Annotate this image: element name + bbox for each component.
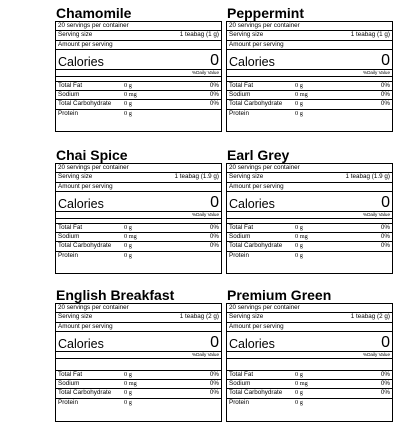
- nutrient-name: Total Carbohydrate: [58, 242, 112, 250]
- calories-value: 0: [210, 333, 219, 351]
- calories-value: 0: [210, 193, 219, 211]
- nutrient-amount: 0 g: [124, 223, 132, 231]
- nutrient-name: Total Fat: [58, 370, 83, 378]
- nutrient-row: [227, 100, 392, 109]
- amount-per-serving: [56, 323, 221, 332]
- nutrient-row: [227, 389, 392, 398]
- nutrient-row: [56, 233, 221, 242]
- nutrient-daily-value: 0%: [380, 91, 390, 99]
- nutrient-daily-value: 0%: [380, 389, 390, 397]
- nutrient-row: [56, 100, 221, 109]
- serving-size-value: 1 teabag (1 g): [179, 31, 219, 39]
- serving-size-label: Serving size: [229, 313, 264, 321]
- servings-per-container: [227, 164, 392, 173]
- nutrient-daily-value: 0%: [209, 81, 219, 89]
- nutrient-daily-value: 0%: [380, 380, 390, 388]
- nutrient-amount: 0 g: [295, 251, 303, 259]
- nutrient-name: Total Carbohydrate: [58, 389, 112, 397]
- serving-size-row: [56, 173, 221, 182]
- serving-size-value: 1 teabag (1.9 g): [174, 173, 219, 181]
- nutrient-row: [56, 371, 221, 380]
- section-divider: [56, 359, 221, 371]
- calories-label: Calories: [58, 336, 104, 351]
- nutrient-name: Total Fat: [58, 81, 83, 89]
- nutrient-amount: 0 g: [124, 251, 132, 259]
- nutrient-daily-value: 0%: [380, 370, 390, 378]
- daily-value-heading: %Daily Value: [56, 70, 221, 77]
- nutrient-row: [56, 110, 221, 118]
- nutrient-amount: 0 g: [124, 398, 132, 406]
- nutrient-name: Total Fat: [58, 223, 83, 231]
- servings-per-container: [227, 22, 392, 31]
- serving-size-value: 1 teabag (1 g): [350, 31, 390, 39]
- nutrient-amount: 0 g: [295, 81, 303, 89]
- tea-label-card: [226, 5, 393, 132]
- serving-size-row: [56, 31, 221, 40]
- tea-label-card: [55, 147, 222, 274]
- servings-text: 20 servings per container: [58, 22, 129, 29]
- nutrition-facts-panel: [226, 21, 393, 132]
- serving-size-value: 1 teabag (2 g): [350, 313, 390, 321]
- nutrient-name: Sodium: [58, 380, 80, 388]
- nutrient-amount: 0 g: [295, 100, 303, 108]
- servings-per-container: [227, 304, 392, 313]
- daily-value-heading: %Daily Value: [56, 212, 221, 219]
- nutrient-name: Total Fat: [229, 81, 254, 89]
- servings-text: 20 servings per container: [58, 304, 129, 311]
- nutrient-name: Sodium: [58, 91, 80, 99]
- serving-size-row: [227, 313, 392, 322]
- tea-label-card: [226, 287, 393, 422]
- tea-name: Peppermint: [227, 5, 305, 21]
- nutrient-daily-value: 0%: [209, 380, 219, 388]
- tea-name: Earl Grey: [227, 147, 290, 163]
- nutrient-name: Sodium: [58, 233, 80, 241]
- nutrient-row: [227, 252, 392, 260]
- servings-text: 20 servings per container: [229, 304, 300, 311]
- serving-size-label: Serving size: [58, 173, 93, 181]
- nutrient-daily-value: 0%: [209, 100, 219, 108]
- calories-label: Calories: [229, 54, 275, 69]
- nutrient-list: [227, 224, 392, 260]
- nutrient-row: [227, 224, 392, 233]
- calories-row: [227, 50, 392, 70]
- nutrient-list: [227, 371, 392, 407]
- serving-size-label: Serving size: [229, 173, 264, 181]
- nutrient-amount: 0 g: [124, 109, 132, 117]
- calories-row: [227, 192, 392, 212]
- nutrient-list: [56, 82, 221, 118]
- calories-value: 0: [381, 193, 390, 211]
- nutrient-row: [56, 91, 221, 100]
- nutrient-daily-value: 0%: [209, 91, 219, 99]
- nutrient-name: Sodium: [229, 233, 251, 241]
- amount-per-serving-text: Amount per serving: [58, 182, 113, 190]
- nutrient-amount: 0 g: [124, 370, 132, 378]
- servings-text: 20 servings per container: [58, 164, 129, 171]
- nutrient-amount: 0 g: [295, 389, 303, 397]
- nutrient-name: Sodium: [229, 91, 251, 99]
- nutrient-amount: 0 mg: [124, 91, 137, 99]
- tea-label-card: [55, 287, 222, 422]
- nutrient-amount: 0 mg: [295, 233, 308, 241]
- servings-per-container: [56, 22, 221, 31]
- nutrient-row: [227, 82, 392, 91]
- nutrient-amount: 0 g: [295, 242, 303, 250]
- amount-per-serving: [56, 41, 221, 50]
- nutrient-row: [227, 242, 392, 251]
- nutrient-name: Total Carbohydrate: [229, 389, 283, 397]
- nutrient-daily-value: 0%: [380, 81, 390, 89]
- nutrient-row: [56, 82, 221, 91]
- nutrient-row: [227, 233, 392, 242]
- nutrition-facts-panel: [55, 21, 222, 132]
- nutrient-row: [227, 399, 392, 407]
- nutrient-row: [227, 110, 392, 118]
- nutrient-amount: 0 mg: [124, 380, 137, 388]
- tea-label-card: [226, 147, 393, 274]
- servings-per-container: [56, 304, 221, 313]
- nutrient-row: [56, 399, 221, 407]
- calories-label: Calories: [229, 196, 275, 211]
- tea-label-card: [55, 5, 222, 132]
- amount-per-serving: [56, 183, 221, 192]
- nutrition-facts-panel: [55, 163, 222, 274]
- serving-size-row: [227, 31, 392, 40]
- tea-name: Premium Green: [227, 287, 332, 303]
- calories-row: [56, 50, 221, 70]
- amount-per-serving-text: Amount per serving: [58, 322, 113, 330]
- nutrient-amount: 0 g: [295, 109, 303, 117]
- amount-per-serving-text: Amount per serving: [229, 182, 284, 190]
- amount-per-serving-text: Amount per serving: [229, 322, 284, 330]
- nutrient-name: Protein: [229, 398, 249, 406]
- nutrient-daily-value: 0%: [209, 223, 219, 231]
- calories-row: [56, 192, 221, 212]
- nutrient-name: Protein: [58, 251, 78, 259]
- calories-value: 0: [381, 333, 390, 351]
- nutrient-list: [227, 82, 392, 118]
- nutrient-name: Protein: [58, 109, 78, 117]
- nutrient-amount: 0 mg: [124, 233, 137, 241]
- tea-name: English Breakfast: [56, 287, 175, 303]
- amount-per-serving: [227, 183, 392, 192]
- serving-size-value: 1 teabag (2 g): [179, 313, 219, 321]
- nutrient-amount: 0 g: [295, 398, 303, 406]
- nutrient-row: [227, 91, 392, 100]
- daily-value-heading: %Daily Value: [227, 70, 392, 77]
- nutrient-amount: 0 g: [124, 100, 132, 108]
- nutrient-row: [227, 380, 392, 389]
- calories-label: Calories: [58, 196, 104, 211]
- nutrient-amount: 0 g: [295, 370, 303, 378]
- nutrient-name: Sodium: [229, 380, 251, 388]
- serving-size-value: 1 teabag (1.9 g): [345, 173, 390, 181]
- nutrient-amount: 0 g: [295, 223, 303, 231]
- nutrient-row: [227, 371, 392, 380]
- nutrient-name: Total Carbohydrate: [229, 242, 283, 250]
- serving-size-label: Serving size: [58, 31, 93, 39]
- nutrient-daily-value: 0%: [380, 242, 390, 250]
- nutrient-daily-value: 0%: [380, 223, 390, 231]
- nutrient-row: [56, 389, 221, 398]
- nutrient-name: Total Carbohydrate: [229, 100, 283, 108]
- nutrient-amount: 0 g: [124, 389, 132, 397]
- daily-value-heading: %Daily Value: [56, 352, 221, 359]
- calories-label: Calories: [229, 336, 275, 351]
- nutrient-row: [56, 252, 221, 260]
- nutrient-name: Protein: [58, 398, 78, 406]
- nutrient-row: [56, 242, 221, 251]
- amount-per-serving: [227, 323, 392, 332]
- servings-text: 20 servings per container: [229, 22, 300, 29]
- serving-size-row: [227, 173, 392, 182]
- nutrient-daily-value: 0%: [209, 233, 219, 241]
- amount-per-serving-text: Amount per serving: [229, 40, 284, 48]
- tea-name: Chai Spice: [56, 147, 128, 163]
- nutrition-facts-panel: [226, 163, 393, 274]
- nutrient-amount: 0 mg: [295, 380, 308, 388]
- amount-per-serving-text: Amount per serving: [58, 40, 113, 48]
- nutrient-amount: 0 g: [124, 81, 132, 89]
- nutrient-list: [56, 224, 221, 260]
- nutrient-name: Total Fat: [229, 223, 254, 231]
- nutrient-row: [56, 380, 221, 389]
- nutrient-row: [56, 224, 221, 233]
- serving-size-label: Serving size: [58, 313, 93, 321]
- nutrient-daily-value: 0%: [380, 100, 390, 108]
- nutrient-name: Protein: [229, 109, 249, 117]
- calories-row: [56, 332, 221, 352]
- calories-value: 0: [381, 51, 390, 69]
- serving-size-row: [56, 313, 221, 322]
- servings-text: 20 servings per container: [229, 164, 300, 171]
- nutrient-amount: 0 g: [124, 242, 132, 250]
- nutrient-name: Total Fat: [229, 370, 254, 378]
- calories-value: 0: [210, 51, 219, 69]
- daily-value-heading: %Daily Value: [227, 212, 392, 219]
- serving-size-label: Serving size: [229, 31, 264, 39]
- nutrient-name: Protein: [229, 251, 249, 259]
- daily-value-heading: %Daily Value: [227, 352, 392, 359]
- nutrient-amount: 0 mg: [295, 91, 308, 99]
- calories-label: Calories: [58, 54, 104, 69]
- servings-per-container: [56, 164, 221, 173]
- nutrient-daily-value: 0%: [209, 242, 219, 250]
- nutrient-daily-value: 0%: [380, 233, 390, 241]
- section-divider: [227, 359, 392, 371]
- nutrient-list: [56, 371, 221, 407]
- tea-name: Chamomile: [56, 5, 132, 21]
- nutrient-name: Total Carbohydrate: [58, 100, 112, 108]
- nutrient-daily-value: 0%: [209, 370, 219, 378]
- calories-row: [227, 332, 392, 352]
- nutrition-facts-panel: [226, 303, 393, 422]
- nutrition-facts-panel: [55, 303, 222, 422]
- amount-per-serving: [227, 41, 392, 50]
- nutrient-daily-value: 0%: [209, 389, 219, 397]
